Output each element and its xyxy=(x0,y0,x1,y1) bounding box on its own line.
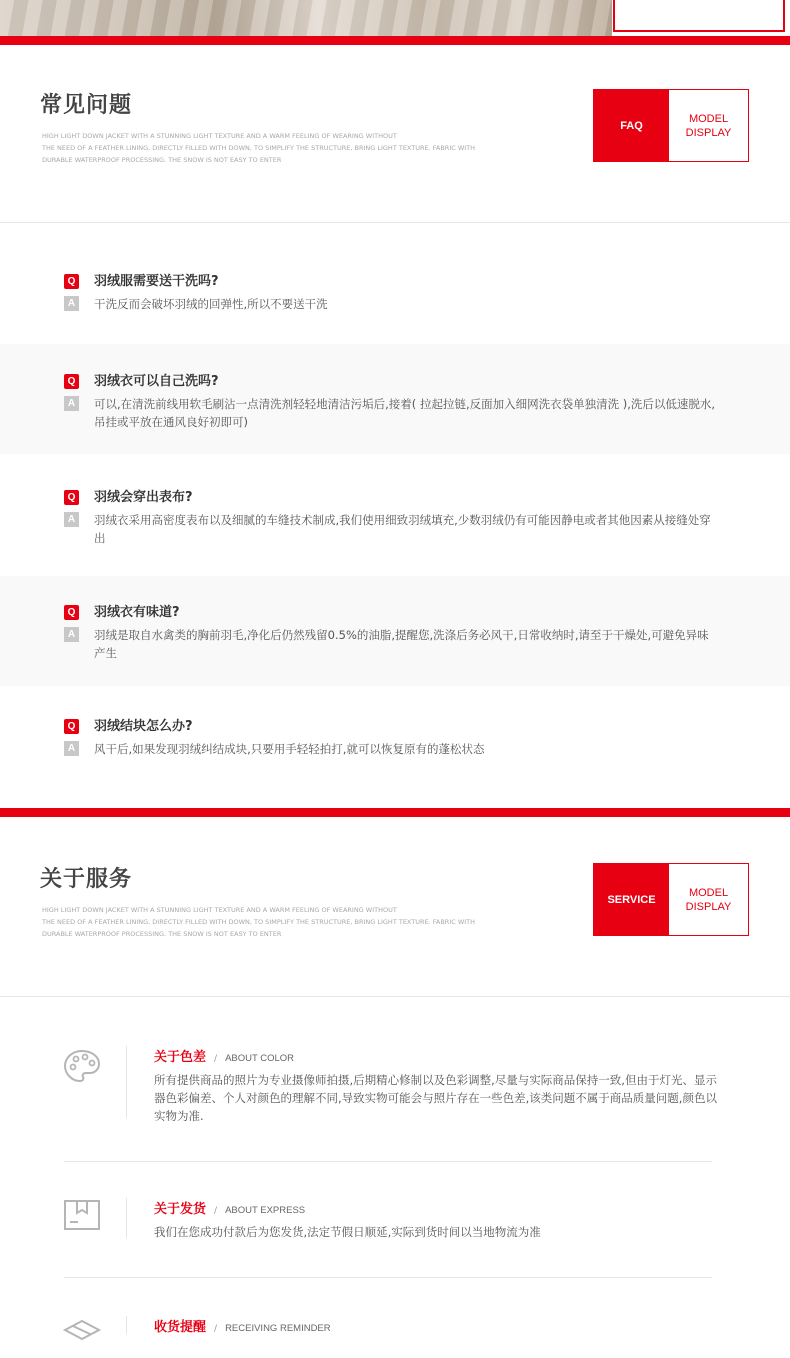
service-title-en: ABOUT EXPRESS xyxy=(225,1205,306,1216)
model-display-line: MODEL xyxy=(688,112,729,125)
faq-title: 常见问题 xyxy=(40,93,133,118)
model-display-label xyxy=(669,864,748,935)
faq-answer: 干洗反而会破坏羽绒的回弹性,所以不要送干洗 xyxy=(94,297,328,311)
question-badge: Q xyxy=(64,605,79,620)
faq-tag-label: FAQ xyxy=(594,90,669,161)
service-subtitle-line: DURABLE WATERPROOF PROCESSING. THE SNOW IS NOT EASY TO ENTER xyxy=(42,930,282,938)
question-badge: Q xyxy=(64,374,79,389)
item-divider xyxy=(64,1161,712,1162)
question-badge: Q xyxy=(64,719,79,734)
service-tag-box xyxy=(593,863,749,936)
service-heading xyxy=(154,1046,294,1065)
faq-question: 羽绒会穿出表布? xyxy=(94,490,193,505)
faq-subtitle-line: DURABLE WATERPROOF PROCESSING. THE SNOW IS NOT EASY TO ENTER xyxy=(42,156,282,164)
section-divider xyxy=(0,996,790,997)
faq-item xyxy=(64,373,724,431)
parcel-icon xyxy=(62,1318,102,1358)
model-display-line: MODEL xyxy=(688,886,729,899)
service-description: 我们在您成功付款后为您发货,法定节假日顺延,实际到货时间以当地物流为准 xyxy=(154,1225,541,1239)
palette-icon xyxy=(62,1046,102,1086)
service-divider-line xyxy=(126,1198,127,1238)
model-display-line: DISPLAY xyxy=(685,126,732,139)
service-title-cn: 关于发货 xyxy=(154,1202,207,1217)
service-title-en: RECEIVING REMINDER xyxy=(225,1323,331,1334)
faq-answer: 可以,在清洗前线用软毛刷沾一点清洗剂轻轻地清洁污垢后,接着( 拉起拉链,反面加入细网洗衣袋单独清洗 ),洗后以低速脱水,吊挂或平放在通风良好初即可) xyxy=(94,397,716,429)
red-divider-bar xyxy=(0,36,790,45)
service-title-cn: 收货提醒 xyxy=(154,1320,207,1335)
faq-answer: 风干后,如果发现羽绒纠结成块,只要用手轻轻拍打,就可以恢复原有的蓬松状态 xyxy=(94,742,485,756)
service-separator: / xyxy=(214,1206,218,1216)
service-title-en: ABOUT COLOR xyxy=(225,1053,295,1064)
service-tag-label: SERVICE xyxy=(594,864,669,935)
service-subtitle-line: HIGH LIGHT DOWN JACKET WITH A STUNNING LIGHT TEXTURE AND A WARM FEELING OF WEARING WITHOUT xyxy=(42,906,397,914)
faq-answer: 羽绒衣采用高密度表布以及细腻的车缝技术制成,我们使用细致羽绒填充,少数羽绒仍有可能因静电或者其他因素从接缝处穿出 xyxy=(94,513,711,545)
question-badge: Q xyxy=(64,274,79,289)
answer-badge: A xyxy=(64,296,79,311)
model-display-label xyxy=(669,90,748,161)
service-heading xyxy=(154,1316,331,1335)
faq-question: 羽绒衣有味道? xyxy=(94,605,180,620)
service-separator: / xyxy=(214,1054,218,1064)
service-description: 所有提供商品的照片为专业摄像师拍摄,后期精心修制以及色彩调整,尽量与实际商品保持一致,但由于灯光、显示器色彩偏差、个人对颜色的理解不同,导致实物可能会与照片存在一些色差,该类问题不属于商品质量问题,颜色以实物为准. xyxy=(154,1073,717,1123)
service-item xyxy=(62,1046,722,1126)
service-item xyxy=(62,1198,722,1248)
item-divider xyxy=(64,1277,712,1278)
faq-item xyxy=(64,489,724,547)
box-icon xyxy=(62,1196,102,1236)
faq-tag-box xyxy=(593,89,749,162)
faq-question: 羽绒结块怎么办? xyxy=(94,719,193,734)
faq-question: 羽绒服需要送干洗吗? xyxy=(94,274,219,289)
product-photo-strip xyxy=(0,0,612,36)
service-divider-line xyxy=(126,1316,127,1334)
service-item xyxy=(62,1316,722,1334)
faq-item xyxy=(64,718,724,758)
faq-subtitle-line: THE NEED OF A FEATHER LINING, DIRECTLY FILLED WITH DOWN, TO SIMPLIFY THE STRUCTURE, BRING LIGHT TEXTURE. FABRIC WITH xyxy=(42,144,476,152)
answer-badge: A xyxy=(64,741,79,756)
top-frame-box xyxy=(613,0,785,32)
service-separator: / xyxy=(214,1324,218,1334)
faq-subtitle xyxy=(42,130,542,166)
faq-answer: 羽绒是取自水禽类的胸前羽毛,净化后仍然残留0.5%的油脂,提醒您,洗涤后务必风干,日常收纳时,请至于干燥处,可避免异味产生 xyxy=(94,628,709,660)
faq-item xyxy=(64,604,724,662)
service-subtitle xyxy=(42,904,542,940)
faq-item xyxy=(64,273,724,313)
section-divider xyxy=(0,222,790,223)
answer-badge: A xyxy=(64,512,79,527)
service-divider-line xyxy=(126,1046,127,1118)
model-display-line: DISPLAY xyxy=(685,900,732,913)
question-badge: Q xyxy=(64,490,79,505)
service-title: 关于服务 xyxy=(40,867,133,892)
service-title-cn: 关于色差 xyxy=(154,1050,207,1065)
faq-subtitle-line: HIGH LIGHT DOWN JACKET WITH A STUNNING LIGHT TEXTURE AND A WARM FEELING OF WEARING WITHOUT xyxy=(42,132,397,140)
service-subtitle-line: THE NEED OF A FEATHER LINING, DIRECTLY FILLED WITH DOWN, TO SIMPLIFY THE STRUCTURE, BRING LIGHT TEXTURE. FABRIC WITH xyxy=(42,918,476,926)
answer-badge: A xyxy=(64,396,79,411)
red-divider-bar xyxy=(0,808,790,817)
faq-question: 羽绒衣可以自己洗吗? xyxy=(94,374,219,389)
answer-badge: A xyxy=(64,627,79,642)
service-heading xyxy=(154,1198,305,1217)
